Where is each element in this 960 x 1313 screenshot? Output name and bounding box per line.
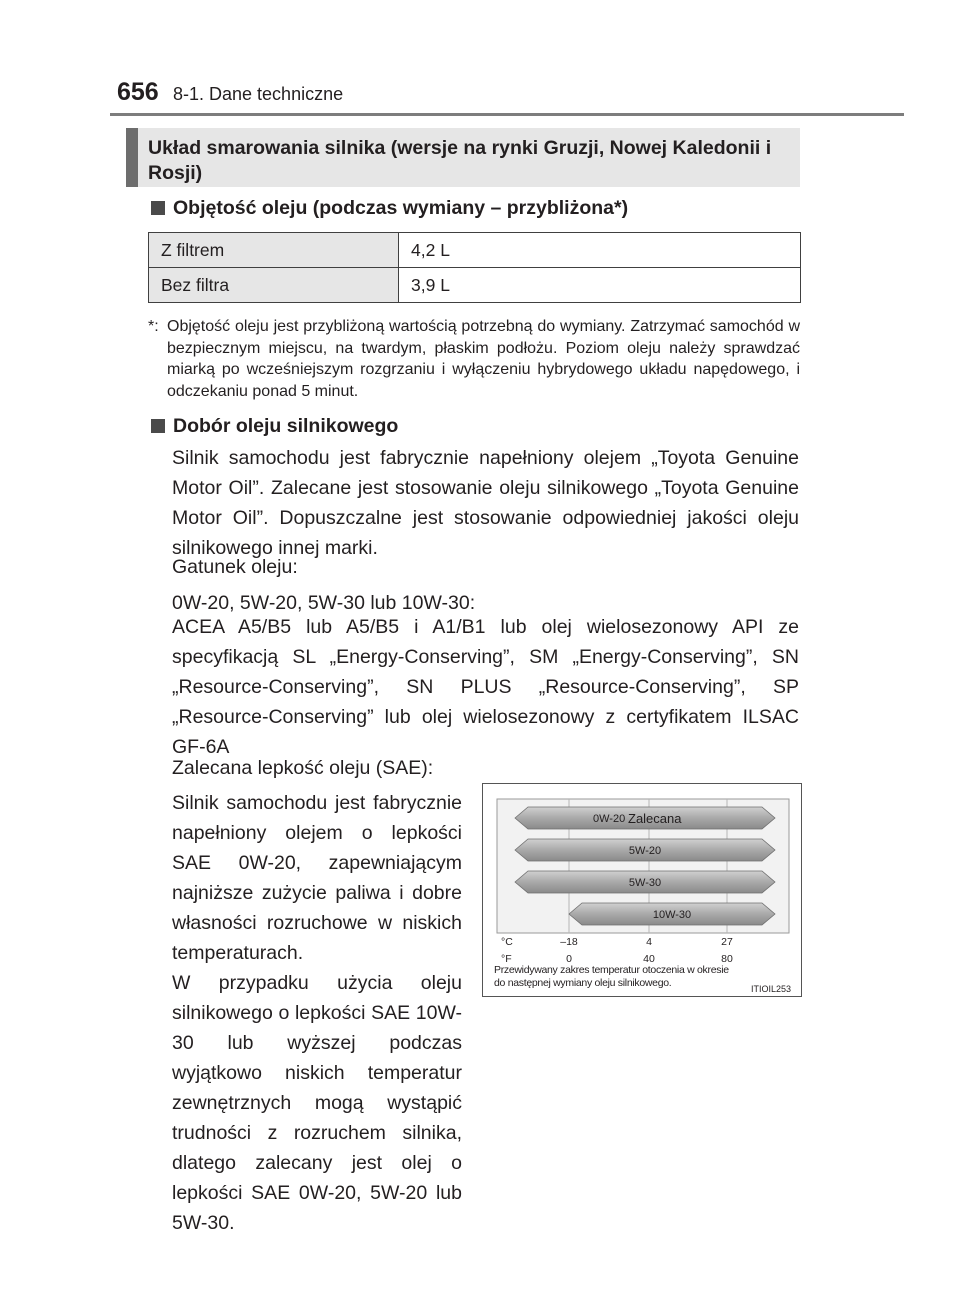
row-label: Bez filtra xyxy=(149,268,399,303)
section-header: 8-1. Dane techniczne xyxy=(173,84,344,104)
row-value: 3,9 L xyxy=(399,268,801,303)
table-row xyxy=(149,268,801,303)
row-value: 4,2 L xyxy=(399,233,801,268)
oil-capacity-heading: Objętość oleju (podczas wymiany – przybliżona*) xyxy=(173,197,629,219)
paragraph-factory-oil: Silnik samochodu jest fabrycznie napełniony olejem „Toyota Genuine Motor Oil”. Zalecane jest stosowanie oleju silnikowego „Toyota Genuine Motor Oil”. Dopuszczalne jest stosowanie odpowiedniej jakości oleju silnikowego innej marki. xyxy=(172,447,799,559)
viscosity-chart xyxy=(482,783,802,997)
grade-line: 0W-20, 5W-20, 5W-30 lub 10W-30: xyxy=(172,592,476,614)
chart-caption: Przewidywany zakres temperatur otoczenia w okresie do następnej wymiany oleju silnikowego. xyxy=(494,964,729,989)
bullet-square-icon xyxy=(151,419,165,433)
bar-label: 5W-30 xyxy=(628,877,662,889)
footnote-text: Objętość oleju jest przybliżoną wartością potrzebną do wymiany. Zatrzymać samochód w bezpiecznym miejscu, na twardym, płaskim podłożu. Poziom oleju należy sprawdzać miarką po wcześniejszym rozgrzaniu i wyłączeniu hybrydowego układu napędowego, i odczekaniu ponad 5 minut. xyxy=(167,318,800,400)
bar-label: 0W-20 xyxy=(593,813,626,825)
row-label: Z filtrem xyxy=(149,233,399,268)
tick-label-c: 27 xyxy=(721,936,733,948)
footnote xyxy=(148,316,800,402)
tick-label-f: 40 xyxy=(643,953,655,965)
tick-label-c: 4 xyxy=(646,936,652,948)
grade-label: Gatunek oleju: xyxy=(172,556,298,578)
footnote-marker: *: xyxy=(148,318,159,335)
section-title: Układ smarowania silnika (wersje na rynki Gruzji, Nowej Kaledonii i Rosji) xyxy=(148,137,772,184)
bar-note: Zalecana xyxy=(628,811,682,826)
tick-label-c: –18 xyxy=(560,936,578,948)
viscosity-label: Zalecana lepkość oleju (SAE): xyxy=(172,757,434,779)
paragraph-low-temp: W przypadku użycia oleju silnikowego o lepkości SAE 10W-30 lub wyższej podczas wyjątkowo niskich temperatur zewnętrznych mogą wystąpić trudności z rozruchem silnika, dlatego zalecany jest olej o lepkości SAE 0W-20, 5W-20 lub 5W-30. xyxy=(172,972,462,1234)
bar-label: 10W-30 xyxy=(652,909,692,921)
tick-label-f: 0 xyxy=(566,953,572,965)
oil-capacity-table xyxy=(148,232,801,303)
header-rule xyxy=(110,113,904,116)
oil-selection-heading: Dobór oleju silnikowego xyxy=(173,415,399,437)
figure-id: ITIOIL253 xyxy=(751,984,792,994)
unit-label-f: °F xyxy=(501,953,512,965)
table-row xyxy=(149,233,801,268)
unit-label-c: °C xyxy=(501,936,513,948)
grade-spec: ACEA A5/B5 lub A5/B5 i A1/B1 lub olej wielosezonowy API ze specyfikacją SL „Energy-Conserving”, SM „Energy-Conserving”, SN „Resource-Conserving”, SN PLUS „Resource-Conserving”, SP „Resource-Conserving” lub olej wielosezonowy z certyfikatem ILSAC GF-6A xyxy=(172,616,799,758)
tick-label-f: 80 xyxy=(721,953,733,965)
bullet-square-icon xyxy=(151,201,165,215)
bar-label: 5W-20 xyxy=(628,845,662,857)
page-number: 656 xyxy=(117,78,159,106)
paragraph-factory-viscosity: Silnik samochodu jest fabrycznie napełniony olejem o lepkości SAE 0W-20, zapewniającym najniższe zużycie paliwa i dobre własności rozruchowe w niskich temperaturach. xyxy=(172,792,462,964)
